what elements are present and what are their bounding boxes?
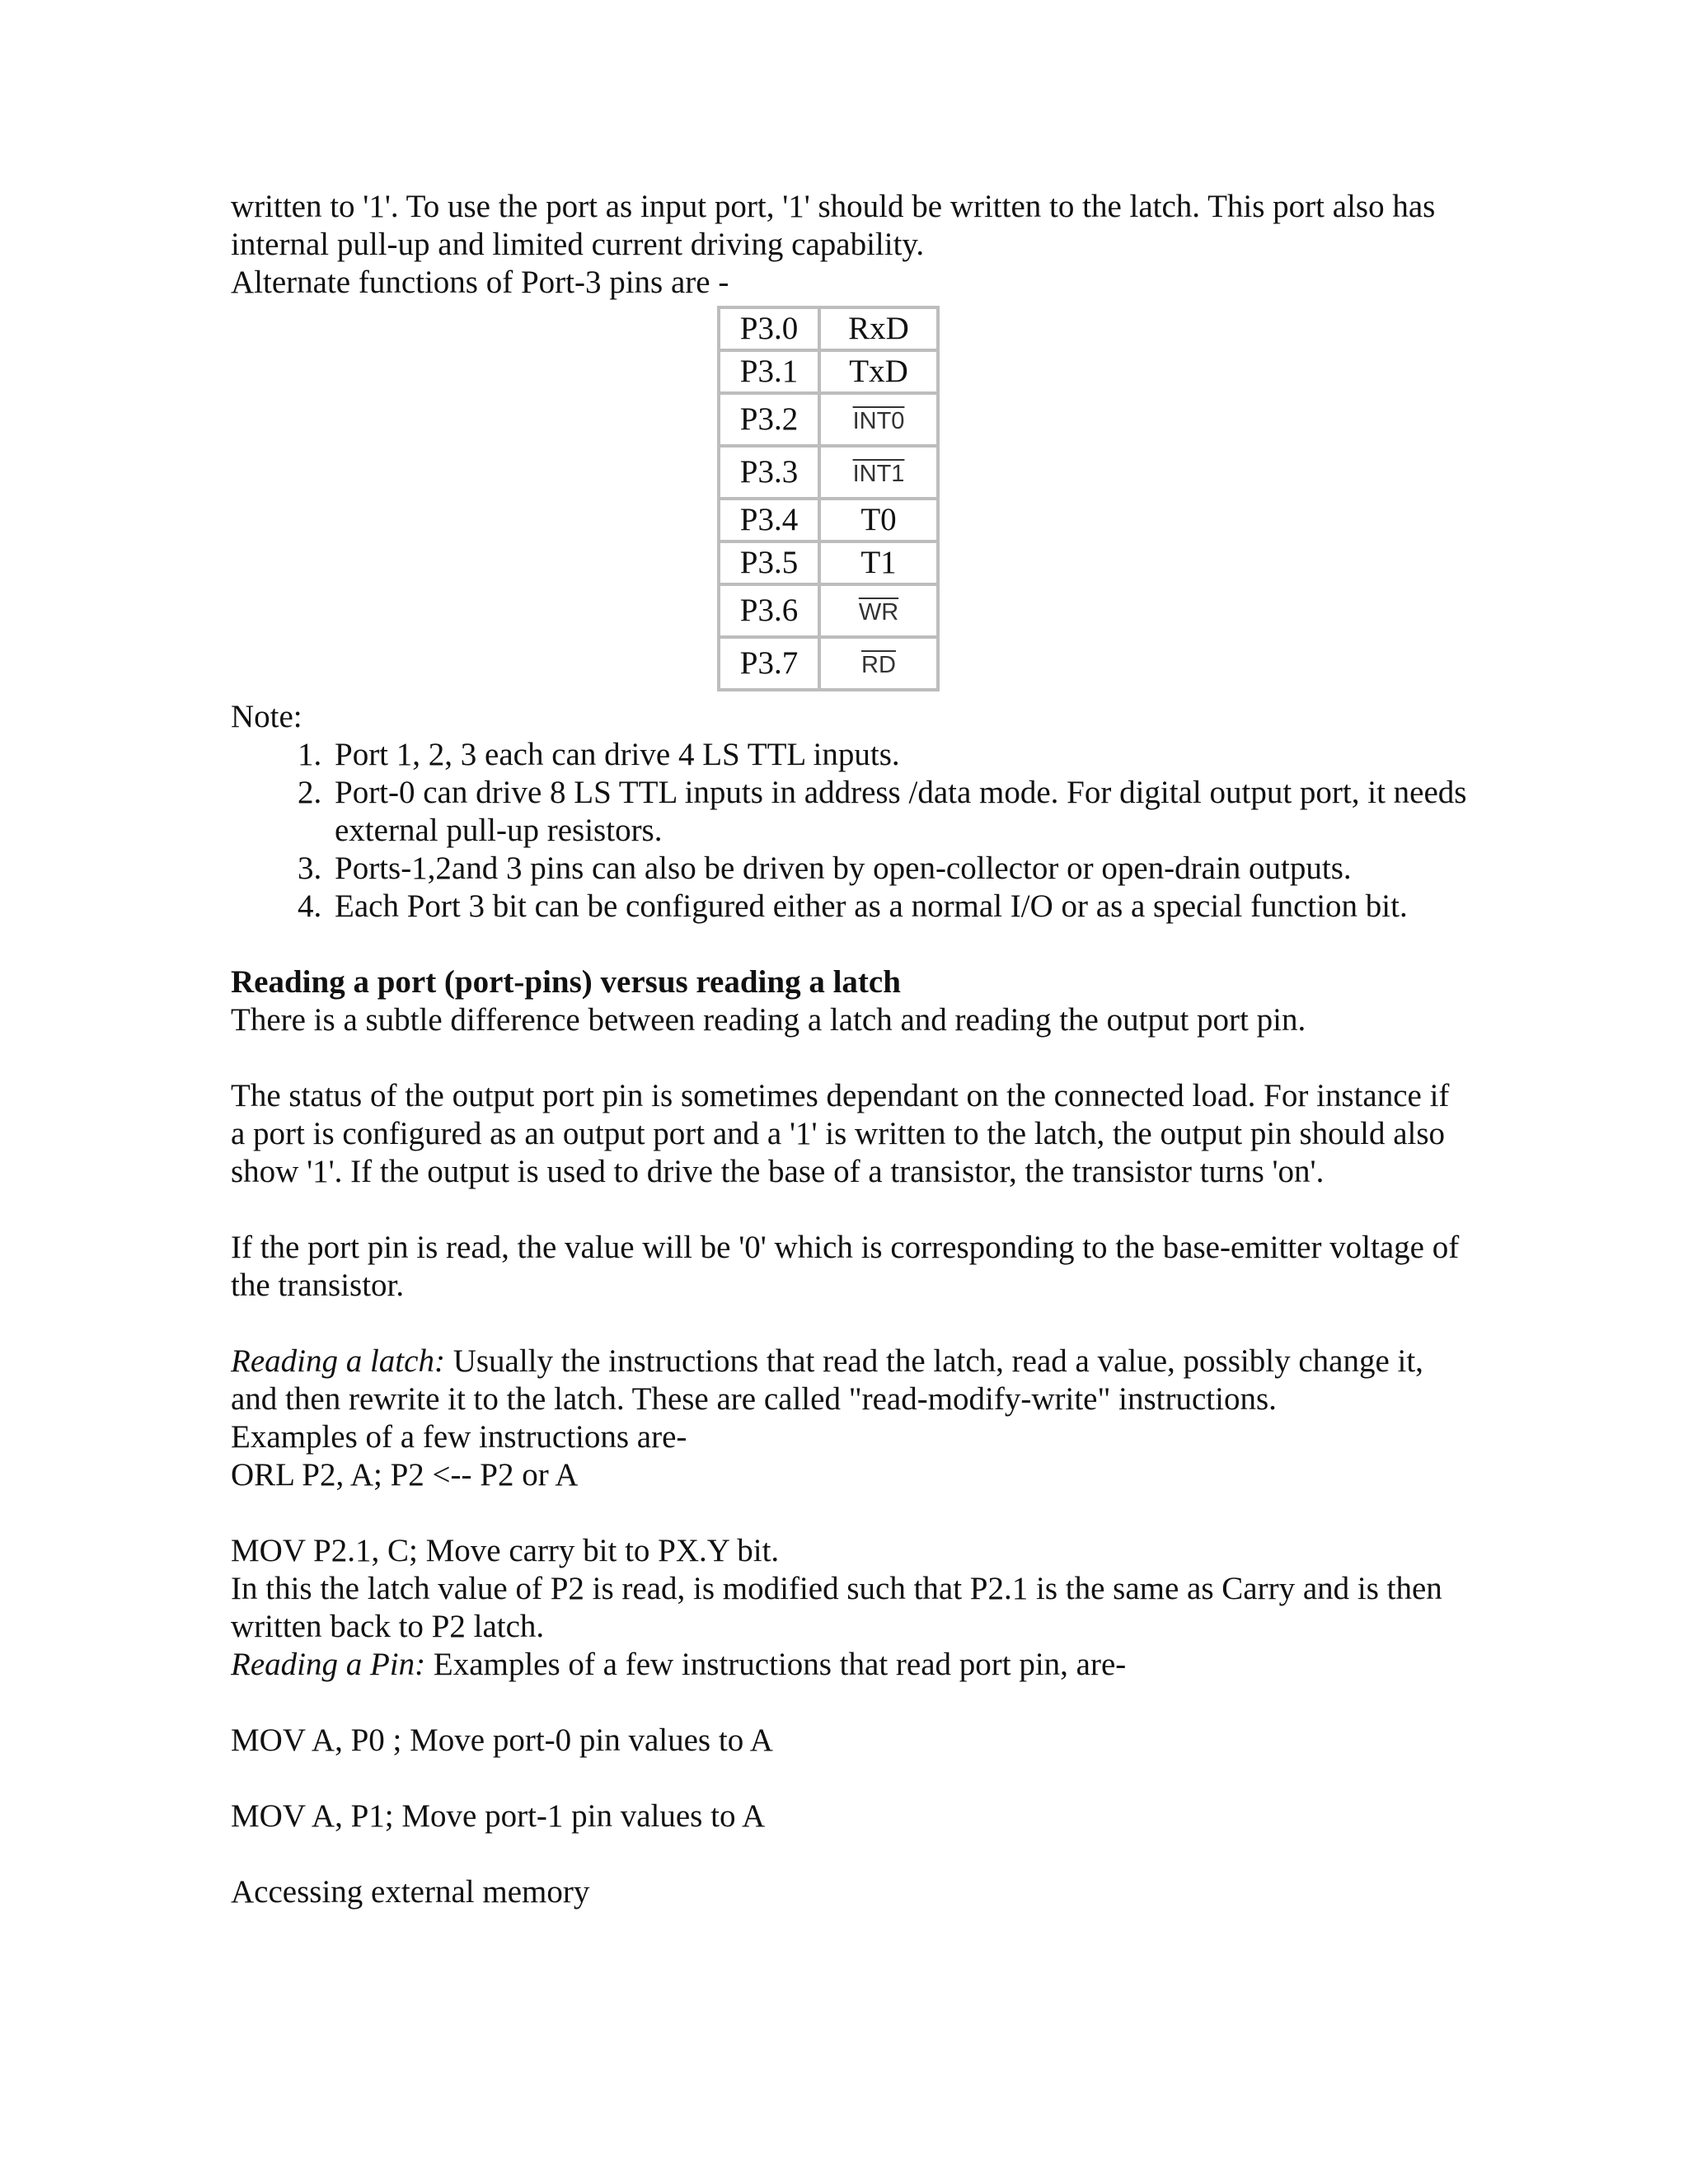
document-page bbox=[231, 188, 1467, 1911]
port3-table-row bbox=[719, 637, 938, 690]
accessing-external-memory-line: Accessing external memory bbox=[231, 1874, 590, 1910]
port3-table-row bbox=[719, 393, 938, 446]
port3-table-container bbox=[717, 306, 940, 691]
reading-pin-text: Examples of a few instructions that read port pin, are- bbox=[425, 1647, 1127, 1682]
section-heading: Reading a port (port-pins) versus reading a latch bbox=[231, 964, 901, 1000]
note-item: 4. Each Port 3 bit can be configured either as a normal I/O or as a special function bit. bbox=[330, 888, 1467, 926]
code-example-mov-p1: MOV A, P1; Move port-1 pin values to A bbox=[231, 1798, 766, 1834]
pin-cell: P3.5 bbox=[719, 541, 819, 584]
function-label: INT0 bbox=[852, 407, 905, 434]
spacer bbox=[231, 926, 1467, 963]
reading-latch-label: Reading a latch: bbox=[231, 1343, 445, 1379]
function-label: RxD bbox=[848, 311, 909, 346]
output-pin-status-paragraph: The status of the output port pin is sometimes dependant on the connected load. For instance if a port is configured as an output port and a '1' is written to the latch, the output pin should also show '1'. If the output is used to drive the base of a transistor, the transistor turns 'on'. bbox=[231, 1078, 1450, 1189]
pin-cell: P3.7 bbox=[719, 637, 819, 690]
spacer bbox=[231, 1760, 1467, 1797]
function-label: T1 bbox=[860, 545, 897, 580]
port3-table-row bbox=[719, 499, 938, 541]
function-cell bbox=[819, 637, 938, 690]
function-label: $\overline{WR}$ bbox=[858, 598, 899, 626]
reading-pin-label: Reading a Pin: bbox=[231, 1647, 426, 1682]
function-label: $\overline{RD}$ bbox=[861, 651, 896, 678]
note-item: 2. Port-0 can drive 8 LS TTL inputs in address /data mode. For digital output port, it needs external pull-up resistors. bbox=[330, 774, 1467, 850]
spacer bbox=[231, 1305, 1467, 1343]
function-label: T0 bbox=[860, 502, 897, 537]
port3-table-row bbox=[719, 350, 938, 393]
pin-cell: P3.2 bbox=[719, 393, 819, 446]
intro-paragraph: written to '1'. To use the port as input port, '1' should be written to the latch. This port also has internal pull-up and limited current driving capability. bbox=[231, 189, 1436, 262]
spacer bbox=[231, 1039, 1467, 1077]
note-item: 3. Ports-1,2and 3 pins can also be driven by open-collector or open-drain outputs. bbox=[330, 850, 1467, 888]
note-item: 1. Port 1, 2, 3 each can drive 4 LS TTL inputs. bbox=[330, 736, 1467, 774]
code-example-mov-carry: MOV P2.1, C; Move carry bit to PX.Y bit. bbox=[231, 1533, 780, 1568]
carry-explanation: In this the latch value of P2 is read, is modified such that P2.1 is the same as Carry and is then written back to P2 latch. bbox=[231, 1571, 1442, 1644]
function-cell bbox=[819, 393, 938, 446]
alternate-functions-label: Alternate functions of Port-3 pins are - bbox=[231, 265, 729, 300]
function-cell bbox=[819, 307, 938, 350]
reading-latch-paragraph bbox=[231, 1343, 1467, 1418]
reading-pin-paragraph bbox=[231, 1646, 1467, 1684]
spacer bbox=[231, 1684, 1467, 1722]
function-cell bbox=[819, 541, 938, 584]
spacer bbox=[231, 1191, 1467, 1229]
spacer bbox=[231, 1835, 1467, 1873]
port3-table-row bbox=[719, 446, 938, 499]
port3-table-row bbox=[719, 584, 938, 637]
pin-cell: P3.3 bbox=[719, 446, 819, 499]
examples-intro: Examples of a few instructions are- bbox=[231, 1419, 687, 1455]
code-example-mov-p0: MOV A, P0 ; Move port-0 pin values to A bbox=[231, 1722, 773, 1758]
port3-table-row bbox=[719, 541, 938, 584]
pin-cell: P3.1 bbox=[719, 350, 819, 393]
code-example-orl: ORL P2, A; P2 <-- P2 or A bbox=[231, 1457, 579, 1493]
reading-latch-text: Usually the instructions that read the latch, read a value, possibly change it, and then rewrite it to the latch. These are called "read-modify-write" instructions. bbox=[231, 1343, 1423, 1417]
pin-cell: P3.0 bbox=[719, 307, 819, 350]
pin-cell: P3.6 bbox=[719, 584, 819, 637]
pin-cell: P3.4 bbox=[719, 499, 819, 541]
note-label: Note: bbox=[231, 699, 302, 734]
port3-table-row bbox=[719, 307, 938, 350]
section-intro: There is a subtle difference between reading a latch and reading the output port pin. bbox=[231, 1002, 1306, 1038]
function-cell bbox=[819, 446, 938, 499]
function-label: INT1 bbox=[852, 460, 905, 487]
notes-list bbox=[231, 736, 1467, 926]
function-label: TxD bbox=[849, 354, 908, 389]
spacer bbox=[231, 1494, 1467, 1532]
port3-alternate-functions-table bbox=[717, 306, 940, 691]
function-cell bbox=[819, 350, 938, 393]
port-pin-read-paragraph: If the port pin is read, the value will be '0' which is corresponding to the base-emitter voltage of the transistor. bbox=[231, 1230, 1460, 1303]
function-cell bbox=[819, 499, 938, 541]
function-cell bbox=[819, 584, 938, 637]
